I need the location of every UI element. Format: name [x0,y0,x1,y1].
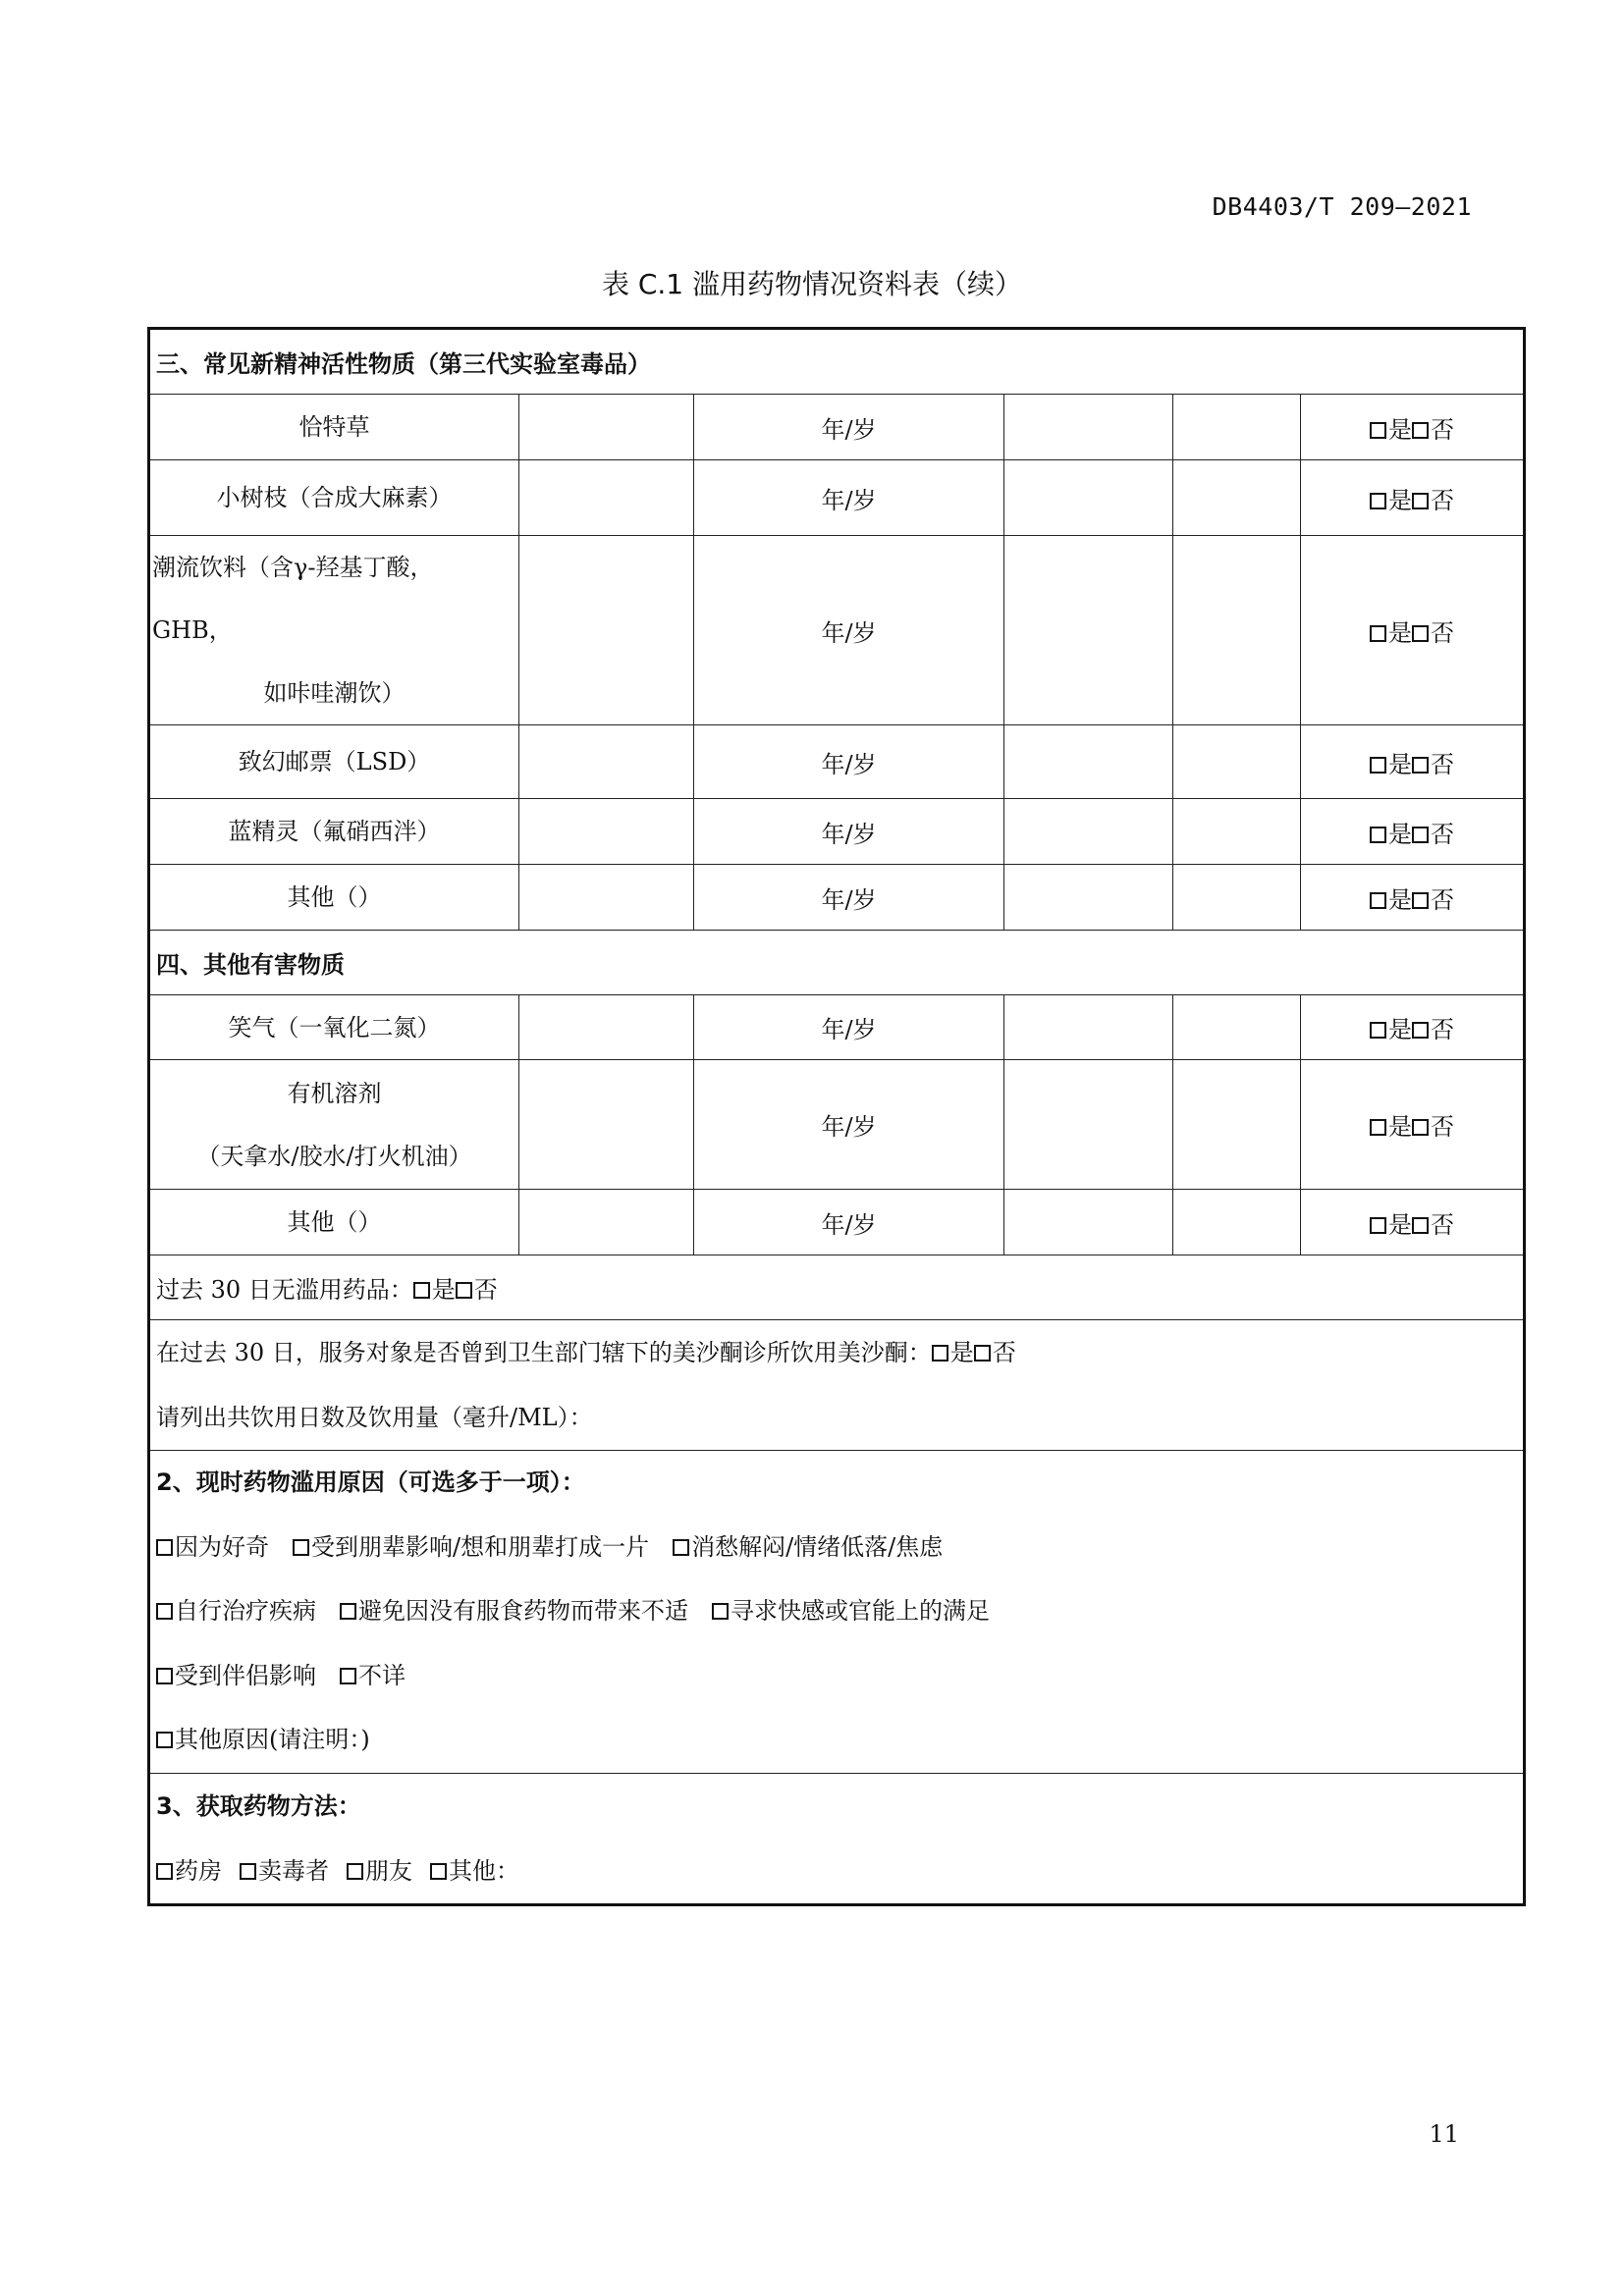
reasons-heading: 2、现时药物滥用原因（可选多于一项）： [156,1468,585,1496]
yes-checkbox[interactable] [1370,422,1386,439]
method-checkbox[interactable] [240,1863,256,1880]
no-checkbox[interactable] [1412,827,1429,843]
table-row [149,1190,1525,1255]
input-cell[interactable] [1173,865,1301,931]
no-checkbox[interactable] [1412,1022,1429,1039]
yes-checkbox[interactable] [1370,625,1386,642]
input-cell[interactable] [1173,395,1301,460]
no-checkbox[interactable] [1412,757,1429,774]
input-cell[interactable] [519,536,694,725]
input-cell[interactable] [1173,460,1301,536]
substance-name: 其他（） [149,865,519,931]
no-checkbox[interactable] [1412,1119,1429,1136]
reason-checkbox[interactable] [156,1732,173,1748]
no-checkbox[interactable] [456,1282,472,1299]
input-cell[interactable] [519,1190,694,1255]
input-cell[interactable] [519,1060,694,1190]
document-code: DB4403/T 209—2021 [1212,192,1472,221]
reason-checkbox[interactable] [293,1539,309,1556]
past-30-days-row: 过去 30 日无滥用药品： 是 否 [149,1255,1525,1320]
substance-name: 致幻邮票（LSD） [149,725,519,799]
input-cell[interactable] [1004,1060,1173,1190]
unit-label: 年/岁 [694,725,1004,799]
table-row [149,1060,1525,1190]
table-title: 表 C.1 滥用药物情况资料表（续） [601,268,1023,300]
input-cell[interactable] [1004,460,1173,536]
substance-name: 蓝精灵（氟硝西泮） [149,799,519,865]
yes-no-choice: 是 否 [1301,865,1525,931]
method-checkbox[interactable] [347,1863,363,1880]
input-cell[interactable] [1004,1190,1173,1255]
no-checkbox[interactable] [1412,892,1429,909]
section-heading-3: 三、常见新精神活性物质（第三代实验室毒品） [149,329,1525,395]
input-cell[interactable] [1004,395,1173,460]
method-section [149,1774,1525,1905]
page-number: 11 [1429,2120,1459,2148]
input-cell[interactable] [1173,995,1301,1060]
method-options: 药房 卖毒者 朋友 其他： [156,1839,1517,1903]
yes-no-choice: 是 否 [1301,799,1525,865]
input-cell[interactable] [1004,995,1173,1060]
yes-no-choice: 是 否 [1301,1190,1525,1255]
reason-checkbox[interactable] [156,1539,173,1556]
input-cell[interactable] [1173,536,1301,725]
input-cell[interactable] [1173,1190,1301,1255]
methadone-row: 在过去 30 日，服务对象是否曾到卫生部门辖下的美沙酮诊所饮用美沙酮： 是 否 请列出共饮用日数及饮用量（毫升/ML）： [149,1320,1525,1451]
substance-name: 其他（） [149,1190,519,1255]
input-cell[interactable] [1004,725,1173,799]
method-checkbox[interactable] [156,1863,173,1880]
input-cell[interactable] [1004,865,1173,931]
substance-name: 恰特草 [149,395,519,460]
yes-no-choice: 是 否 [1301,536,1525,725]
input-cell[interactable] [1173,725,1301,799]
no-checkbox[interactable] [1412,422,1429,439]
no-checkbox[interactable] [1412,493,1429,509]
no-checkbox[interactable] [1412,1217,1429,1234]
no-checkbox[interactable] [1412,625,1429,642]
input-cell[interactable] [1173,799,1301,865]
reasons-row: 自行治疗疾病 避免因没有服食药物而带来不适 寻求快感或官能上的满足 [156,1579,1517,1644]
yes-no-choice: 是 否 [1301,1060,1525,1190]
substance-name: 笑气（一氧化二氮） [149,995,519,1060]
table-row [149,995,1525,1060]
unit-label: 年/岁 [694,536,1004,725]
unit-label: 年/岁 [694,995,1004,1060]
reason-checkbox[interactable] [712,1603,729,1620]
yes-checkbox[interactable] [932,1345,948,1362]
input-cell[interactable] [519,725,694,799]
unit-label: 年/岁 [694,460,1004,536]
no-checkbox[interactable] [974,1345,991,1362]
method-heading: 3、获取药物方法： [156,1792,361,1820]
yes-checkbox[interactable] [1370,1217,1386,1234]
input-cell[interactable] [1004,799,1173,865]
input-cell[interactable] [519,395,694,460]
yes-checkbox[interactable] [1370,892,1386,909]
reasons-row: 因为好奇 受到朋辈影响/想和朋辈打成一片 消愁解闷/情绪低落/焦虑 [156,1516,1517,1580]
unit-label: 年/岁 [694,1190,1004,1255]
table-row [149,725,1525,799]
input-cell[interactable] [519,995,694,1060]
table-row [149,799,1525,865]
yes-checkbox[interactable] [413,1282,430,1299]
reasons-row: 受到伴侣影响 不详 [156,1644,1517,1709]
reasons-row: 其他原因(请注明：) [156,1708,1517,1773]
yes-checkbox[interactable] [1370,827,1386,843]
unit-label: 年/岁 [694,865,1004,931]
substance-name: 潮流饮料（含γ-羟基丁酸，GHB， 如咔哇潮饮） [149,536,519,725]
input-cell[interactable] [1173,1060,1301,1190]
table-row [149,460,1525,536]
reason-checkbox[interactable] [673,1539,689,1556]
yes-checkbox[interactable] [1370,1119,1386,1136]
drug-abuse-table [147,327,1526,1906]
yes-checkbox[interactable] [1370,1022,1386,1039]
table-row [149,865,1525,931]
input-cell[interactable] [519,799,694,865]
unit-label: 年/岁 [694,799,1004,865]
reason-checkbox[interactable] [156,1603,173,1620]
substance-name: 小树枝（合成大麻素） [149,460,519,536]
unit-label: 年/岁 [694,395,1004,460]
input-cell[interactable] [1004,536,1173,725]
reason-checkbox[interactable] [340,1668,356,1684]
table-row [149,536,1525,725]
yes-no-choice: 是 否 [1301,460,1525,536]
section-heading-4: 四、其他有害物质 [149,931,1525,995]
yes-no-choice: 是 否 [1301,395,1525,460]
method-checkbox[interactable] [430,1863,447,1880]
methadone-followup: 请列出共饮用日数及饮用量（毫升/ML）： [156,1404,593,1431]
yes-no-choice: 是 否 [1301,725,1525,799]
reason-checkbox[interactable] [156,1668,173,1684]
yes-checkbox[interactable] [1370,493,1386,509]
input-cell[interactable] [519,460,694,536]
yes-no-choice: 是 否 [1301,995,1525,1060]
input-cell[interactable] [519,865,694,931]
reason-checkbox[interactable] [340,1603,356,1620]
substance-name: 有机溶剂 （天拿水/胶水/打火机油） [149,1060,519,1190]
yes-checkbox[interactable] [1370,757,1386,774]
unit-label: 年/岁 [694,1060,1004,1190]
table-row [149,395,1525,460]
reasons-section [149,1451,1525,1774]
